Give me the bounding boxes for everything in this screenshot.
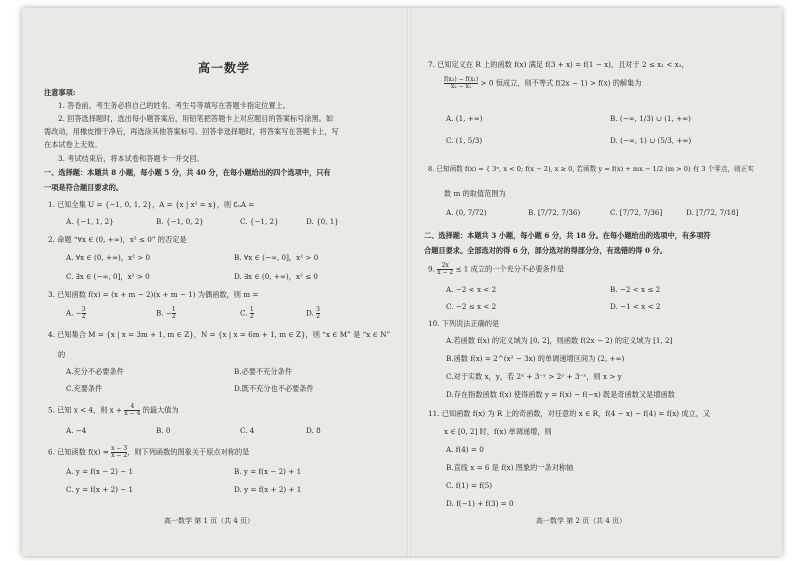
notice-item: 2. 回答选择题时，选出每小题答案后，用铅笔把答题卡上对应题目的答案标号涂黑。如 bbox=[58, 114, 334, 123]
question-1-stem: 1. 已知全集 U = {−1, 0, 1, 2}，A = {x | x² = x}，则 ∁ᵤA = bbox=[48, 200, 255, 209]
q11-option-b: B.直线 x = 6 是 f(x) 图象的一条对称轴 bbox=[446, 463, 574, 472]
q10-option-d: D.存在指数函数 f(x) 使得函数 y = f(x) − f(−x) 既是奇函数又是增函数 bbox=[446, 390, 675, 399]
q9-option-d: D. −1 < x < 2 bbox=[610, 302, 661, 311]
q10-option-c: C.对于实数 x，y，若 2ˣ + 3⁻ʸ > 2ʸ + 3⁻ˣ，则 x > y bbox=[446, 372, 622, 381]
section-1-heading-cont: 一项是符合题目要求的。 bbox=[44, 183, 124, 192]
question-8-stem-cont: 数 m 的取值范围为 bbox=[444, 189, 506, 198]
q1-option-b: B. {−1, 0, 2} bbox=[156, 217, 204, 226]
question-2-stem: 2. 命题 “∀x ∈ (0, +∞)，x² ≤ 0” 的否定是 bbox=[48, 235, 187, 244]
question-3-stem: 3. 已知函数 f(x) = (x + m − 2)(x + m − 1) 为偶函数，则 m = bbox=[48, 290, 259, 299]
exam-title: 高一数学 bbox=[197, 61, 250, 75]
q4-option-d: D.既不充分也不必要条件 bbox=[234, 384, 314, 393]
page-footer: 高一数学 第 2 页（共 4 页） bbox=[536, 517, 627, 525]
q1-option-a: A. {−1, 1, 2} bbox=[66, 217, 114, 226]
q2-option-c: C. ∃x ∈ (−∞, 0]，x² > 0 bbox=[66, 272, 150, 281]
q6-option-a: A. y = f(x − 2) − 1 bbox=[66, 467, 134, 476]
question-10-stem: 10. 下列说法正确的是 bbox=[428, 319, 500, 328]
page-2 bbox=[424, 8, 776, 556]
question-4-stem-cont: 的 bbox=[58, 350, 66, 359]
notice-item: 1. 答卷前，考生务必将自己的姓名、考生号等填写在答题卡指定位置上。 bbox=[58, 101, 290, 110]
q11-option-c: C. f(1) = f(5) bbox=[446, 481, 493, 490]
page-fold bbox=[407, 8, 411, 556]
section-2-heading: 二、选择题：本题共 3 小题，每小题 6 分，共 18 分。在每小题给出的选项中，有多项符 bbox=[424, 231, 711, 240]
q3-option-c: C. $\frac{1}{2}$ bbox=[240, 306, 254, 320]
q9-option-c: C. −2 ≤ x < 2 bbox=[446, 302, 497, 311]
q4-option-b: B.必要不充分条件 bbox=[234, 367, 292, 376]
q2-option-a: A. ∀x ∈ (0, +∞)，x² > 0 bbox=[66, 253, 151, 262]
q10-option-a: A.若函数 f(x) 的定义域为 [0, 2]，则函数 f(2x − 2) 的定义域为 [1, 2] bbox=[446, 336, 673, 345]
q3-option-a: A. − $\frac{3}{2}$ bbox=[66, 306, 86, 320]
q5-option-d: D. 8 bbox=[306, 426, 321, 435]
q8-option-a: A. (0, 7/72) bbox=[446, 208, 487, 217]
exam-sheet bbox=[22, 8, 782, 556]
question-8-stem: 8. 已知函数 f(x) = { 3ˣ, x < 0; f(x − 2), x ≥ 0, 若函数 y = f(x) + mx − 1/2 (m > 0) 有 3 个零点，则正实 bbox=[428, 165, 754, 173]
q11-option-d: D. f(−1) + f(3) = 0 bbox=[446, 499, 514, 508]
q4-option-a: A.充分不必要条件 bbox=[66, 367, 124, 376]
q5-option-a: A. −4 bbox=[66, 426, 87, 435]
question-11-stem: 11. 已知函数 f(x) 为 R 上的奇函数，对任意的 x ∈ R，f(4 − x) − f(4) = f(x) 成立，又 bbox=[428, 409, 711, 418]
page-1 bbox=[44, 8, 404, 556]
q10-option-b: B.函数 f(x) = 2^(x² − 3x) 的单调递增区间为 (2, +∞) bbox=[446, 354, 625, 363]
question-5-stem: 5. 已知 x < 4，则 x + $\frac{4}{x - 4}$ 的最大值为 bbox=[48, 403, 179, 417]
question-4-stem: 4. 已知集合 M = {x | x = 3m + 1, m ∈ Z}，N = {x | x = 6m + 1, m ∈ Z}，则 “x ∈ M” 是 “x ∈ N” bbox=[48, 330, 391, 339]
q2-option-d: D. ∃x ∈ (0, +∞)，x² ≤ 0 bbox=[234, 272, 318, 281]
q2-option-b: B. ∀x ∈ (−∞, 0]，x² > 0 bbox=[234, 253, 319, 262]
section-2-heading-cont: 合题目要求。全部选对的得 6 分，部分选对的得部分分，有选错的得 0 分。 bbox=[424, 246, 667, 255]
section-1-heading: 一、选择题：本题共 8 小题，每小题 5 分，共 40 分，在每小题给出的四个选项中，只有 bbox=[44, 168, 331, 177]
q7-option-a: A. (1, +∞) bbox=[446, 114, 483, 123]
q6-option-b: B. y = f(x − 2) + 1 bbox=[234, 467, 302, 476]
q1-option-c: C. {−1, 2} bbox=[240, 217, 279, 226]
q7-option-c: C. (1, 5/3) bbox=[446, 136, 483, 145]
q7-option-b: B. (−∞, 1/3) ∪ (1, +∞) bbox=[610, 114, 691, 123]
q4-option-c: C.充要条件 bbox=[66, 384, 103, 393]
q5-option-b: B. 0 bbox=[156, 426, 171, 435]
q7-option-d: D. (−∞, 1) ∪ (5/3, +∞) bbox=[610, 136, 692, 145]
q5-option-c: C. 4 bbox=[240, 426, 255, 435]
notice-heading: 注意事项: bbox=[44, 88, 76, 97]
q3-option-d: D. $\frac{3}{2}$ bbox=[306, 306, 320, 320]
notice-item: 在本试卷上无效。 bbox=[44, 140, 102, 149]
q6-option-d: D. y = f(x + 2) + 1 bbox=[234, 485, 302, 494]
q8-option-d: D. [7/72, 7/18] bbox=[686, 208, 739, 217]
page-footer: 高一数学 第 1 页（共 4 页） bbox=[164, 517, 255, 525]
q1-option-d: D. {0, 1} bbox=[306, 217, 339, 226]
q8-option-b: B. [7/72, 7/36) bbox=[528, 208, 581, 217]
q6-option-c: C. y = f(x + 2) − 1 bbox=[66, 485, 134, 494]
question-7-stem-cont: $\frac{\text{f(x₂) − f(x₁)}}{\text{x₂ − x₁}}$ > 0 恒成立，则不等式 f(2x − 1) > f(x) 的解集为 bbox=[444, 76, 642, 90]
q9-option-a: A. −2 < x < 2 bbox=[446, 285, 497, 294]
notice-item: 需改动，用橡皮擦干净后，再选涂其他答案标号。回答非选择题时，将答案写在答题卡上，写 bbox=[44, 127, 339, 136]
q3-option-b: B. − $\frac{1}{2}$ bbox=[156, 306, 176, 320]
q11-option-a: A. f(4) = 0 bbox=[446, 445, 484, 454]
question-6-stem: 6. 已知函数 f(x) = $\frac{x - 3}{x - 2}$ ，则下列函数的图象关于原点对称的是 bbox=[48, 445, 250, 459]
question-11-stem-cont: x ∈ [0, 2] 时，f(x) 单调递增，则 bbox=[444, 427, 552, 436]
q8-option-c: C. [7/72, 7/36] bbox=[610, 208, 663, 217]
question-9-stem: 9. $\frac{2x}{x - 2}$ ≤ 1 成立的一个充分不必要条件是 bbox=[428, 262, 565, 276]
notice-item: 3. 考试结束后，将本试卷和答题卡一并交回。 bbox=[58, 154, 204, 163]
q9-option-b: B. −2 < x ≤ 2 bbox=[610, 285, 661, 294]
question-7-stem: 7. 已知定义在 R 上的函数 f(x) 满足 f(3 + x) = f(1 − x)，且对于 2 ≤ x₁ < x₂， bbox=[428, 60, 689, 69]
